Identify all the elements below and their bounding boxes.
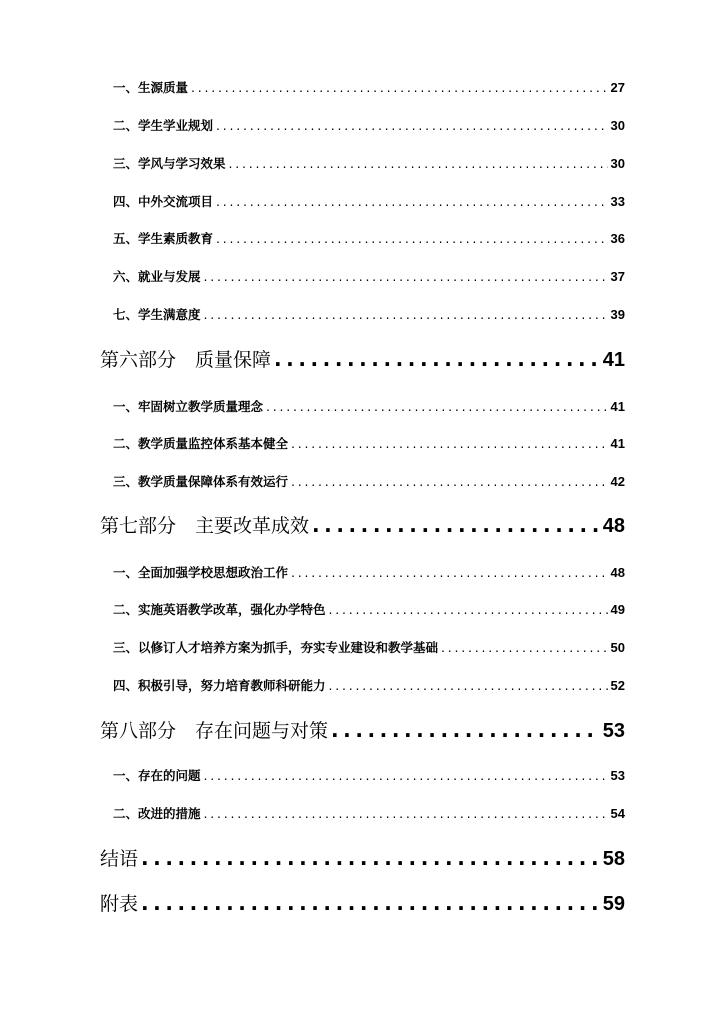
dot-leader — [291, 474, 608, 489]
toc-entry[interactable] — [113, 116, 625, 134]
dot-leader — [266, 399, 608, 414]
toc-entry-title: 一、牢固树立教学质量理念 — [113, 399, 264, 414]
toc-part-page: 41 — [602, 349, 625, 371]
toc-entry[interactable] — [113, 434, 625, 452]
toc-part-page: 59 — [602, 893, 625, 915]
dot-leader — [216, 118, 608, 133]
toc-entry-page: 48 — [610, 565, 625, 580]
toc-entry[interactable] — [113, 305, 625, 323]
dot-leader — [141, 846, 600, 870]
dot-leader — [331, 718, 600, 742]
toc-entry-page: 39 — [610, 307, 625, 322]
toc-entry-page: 49 — [610, 602, 625, 617]
toc-entry[interactable] — [113, 676, 625, 694]
toc-entry[interactable] — [113, 78, 625, 96]
toc-entry-title: 四、积极引导，努力培育教师科研能力 — [113, 678, 326, 693]
dot-leader — [229, 156, 608, 171]
toc-entry[interactable] — [113, 154, 625, 172]
toc-entry-title: 七、学生满意度 — [113, 307, 201, 322]
toc-entry-title: 一、存在的问题 — [113, 768, 201, 783]
toc-part-page: 48 — [602, 515, 625, 537]
toc-entry-page: 41 — [610, 399, 625, 414]
toc-entry[interactable] — [113, 563, 625, 581]
toc-entry-page: 53 — [610, 768, 625, 783]
toc-entry-page: 42 — [610, 474, 625, 489]
toc-entry-title: 一、生源质量 — [113, 80, 189, 95]
dot-leader — [291, 565, 608, 580]
toc-entry-title: 二、改进的措施 — [113, 806, 201, 821]
toc-entry[interactable] — [113, 472, 625, 490]
toc-entry-page: 37 — [610, 269, 625, 284]
toc-entry[interactable] — [113, 766, 625, 784]
toc-part-title: 第八部分 存在问题与对策 — [100, 720, 329, 742]
dot-leader — [291, 436, 608, 451]
toc-entry-title: 三、学风与学习效果 — [113, 156, 226, 171]
toc-part-entry[interactable] — [100, 889, 625, 919]
toc-part-title: 第七部分 主要改革成效 — [100, 515, 310, 537]
toc-entry-title: 三、以修订人才培养方案为抓手，夯实专业建设和教学基础 — [113, 640, 439, 655]
toc-entry-page: 54 — [610, 806, 625, 821]
toc-entry-page: 52 — [610, 678, 625, 693]
dot-leader — [441, 640, 608, 655]
dot-leader — [274, 347, 600, 371]
dot-leader — [141, 891, 600, 915]
toc-entry-title: 二、教学质量监控体系基本健全 — [113, 436, 289, 451]
dot-leader — [191, 80, 608, 95]
toc-entry[interactable] — [113, 192, 625, 210]
dot-leader — [329, 602, 608, 617]
dot-leader — [329, 678, 608, 693]
toc-entry[interactable] — [113, 397, 625, 415]
toc-entry-title: 四、中外交流项目 — [113, 194, 214, 209]
toc-entry-title: 六、就业与发展 — [113, 269, 201, 284]
toc-entry[interactable] — [113, 804, 625, 822]
toc-part-entry[interactable] — [100, 345, 625, 375]
dot-leader — [216, 194, 608, 209]
toc-part-title: 结语 — [100, 848, 139, 870]
toc-entry-page: 30 — [610, 156, 625, 171]
toc-entry[interactable] — [113, 600, 625, 618]
toc-part-title: 第六部分 质量保障 — [100, 349, 272, 371]
dot-leader — [216, 231, 608, 246]
dot-leader — [204, 307, 608, 322]
toc-part-entry[interactable] — [100, 844, 625, 874]
toc-entry-page: 27 — [610, 80, 625, 95]
toc-part-entry[interactable] — [100, 511, 625, 541]
toc-entry-title: 三、教学质量保障体系有效运行 — [113, 474, 289, 489]
dot-leader — [204, 269, 608, 284]
toc-entry-page: 36 — [610, 231, 625, 246]
toc-part-page: 53 — [602, 720, 625, 742]
toc-part-page: 58 — [602, 848, 625, 870]
toc-entry-title: 五、学生素质教育 — [113, 231, 214, 246]
toc-part-entry[interactable] — [100, 716, 625, 746]
toc-entry-page: 50 — [610, 640, 625, 655]
toc-entry[interactable] — [113, 229, 625, 247]
toc-part-title: 附表 — [100, 893, 139, 915]
toc-entry-title: 二、学生学业规划 — [113, 118, 214, 133]
toc-entry-page: 30 — [610, 118, 625, 133]
dot-leader — [204, 768, 608, 783]
dot-leader — [204, 806, 608, 821]
toc-entry-title: 二、实施英语教学改革，强化办学特色 — [113, 602, 326, 617]
dot-leader — [312, 513, 600, 537]
toc-entry[interactable] — [113, 638, 625, 656]
toc-entry[interactable] — [113, 267, 625, 285]
toc-entry-title: 一、全面加强学校思想政治工作 — [113, 565, 289, 580]
toc-entry-page: 33 — [610, 194, 625, 209]
toc-entry-page: 41 — [610, 436, 625, 451]
